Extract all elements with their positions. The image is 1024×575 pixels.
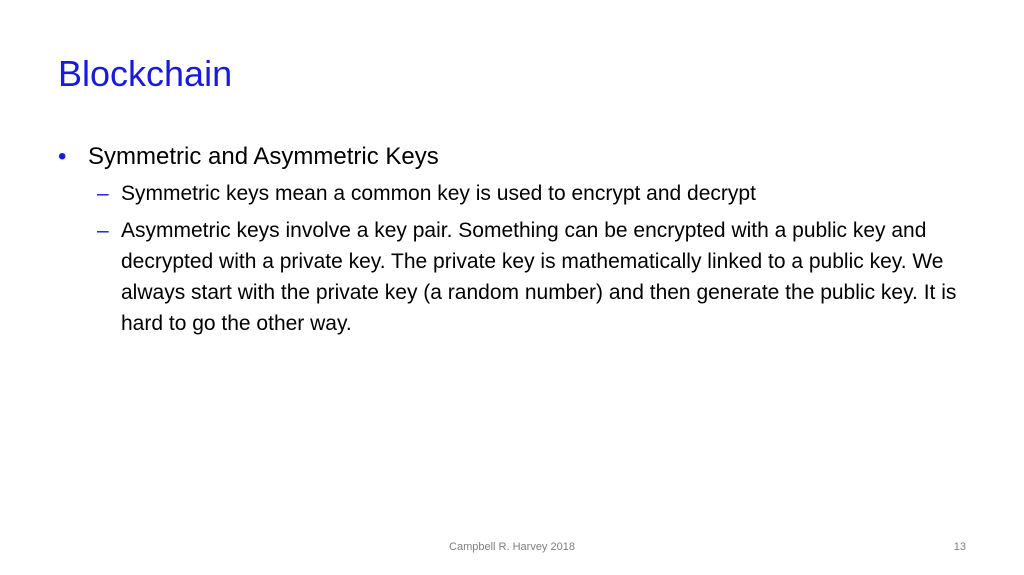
sub-bullet-marker: – — [97, 182, 109, 205]
sub-bullet-text: Asymmetric keys involve a key pair. Something can be encrypted with a public key and decrypted with a private key. The private key is mathematically linked to a public key. We always start with the private key (a random number) and then generate the public key. It is hard to go the other way. — [121, 219, 957, 335]
sub-bullet-text: Symmetric keys mean a common key is used to encrypt and decrypt — [121, 182, 756, 205]
bullet-text: Symmetric and Asymmetric Keys — [88, 143, 439, 170]
slide-title: Blockchain — [58, 53, 233, 94]
footer-author: Campbell R. Harvey 2018 — [449, 541, 575, 553]
sub-bullet-item — [58, 178, 978, 209]
sub-bullet-marker: – — [97, 219, 109, 242]
bullet-marker: • — [58, 143, 67, 170]
bullet-item — [58, 140, 978, 174]
sub-bullet-item — [58, 215, 978, 339]
page-number: 13 — [953, 541, 966, 553]
slide-content — [58, 140, 978, 345]
